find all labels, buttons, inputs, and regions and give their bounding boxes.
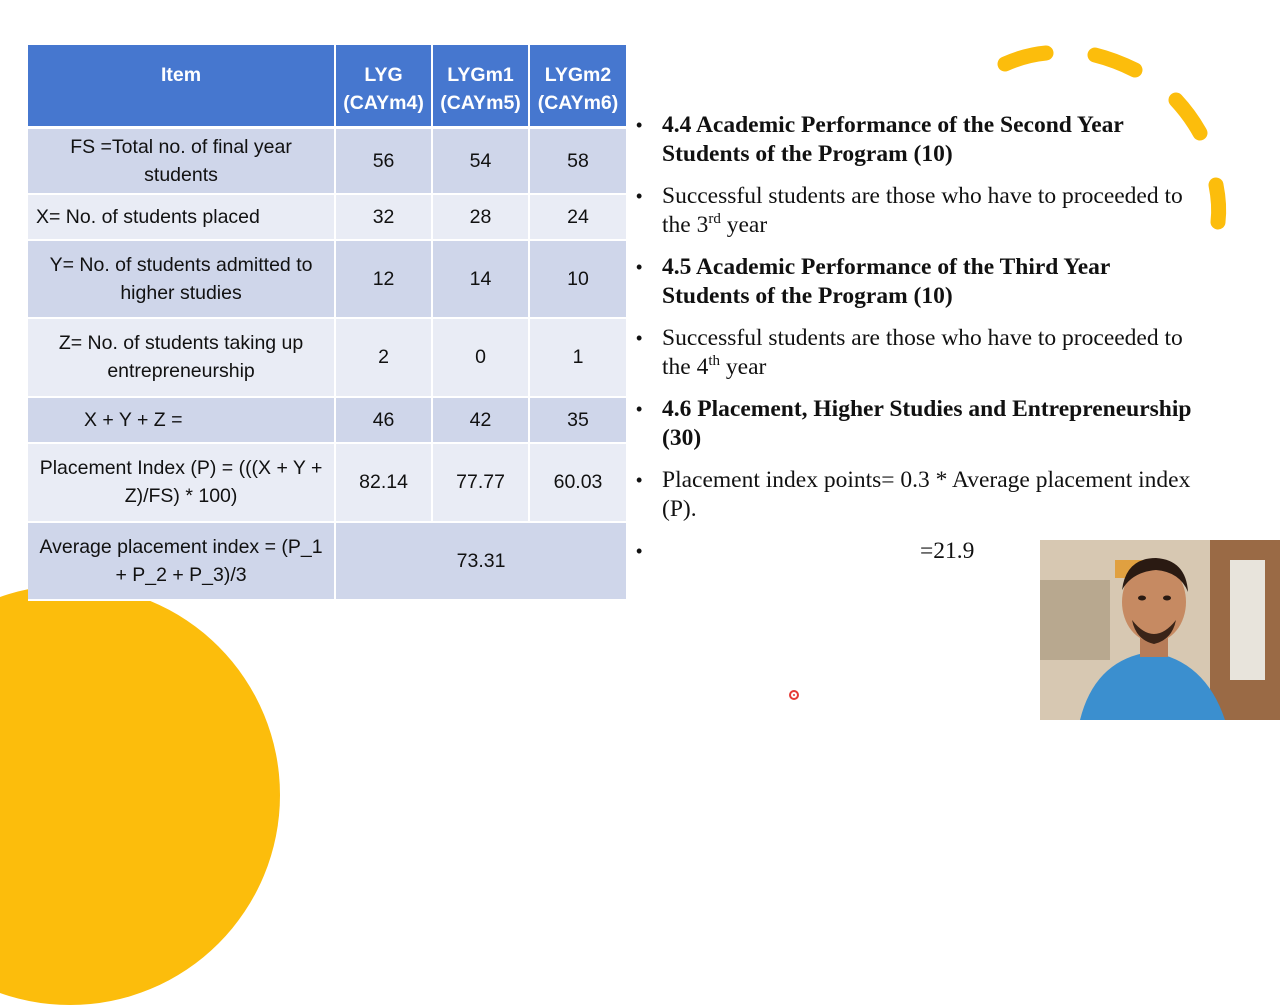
bullet-text: 4.5 Academic Performance of the Third Year Students of the Program (10) — [662, 254, 1110, 309]
cell-value: 24 — [529, 194, 626, 240]
bullet-marker: • — [636, 399, 643, 419]
bullet-text: Successful students are those who have to proceeded to the 3rd year — [662, 183, 1183, 238]
cell-value: 77.77 — [432, 443, 529, 522]
cell-value: 35 — [529, 397, 626, 443]
table-row — [28, 397, 626, 443]
cell-value: 1 — [529, 318, 626, 397]
bullet-marker: • — [636, 115, 643, 135]
table-row — [28, 240, 626, 318]
header-lyg: LYG (CAYm4) — [335, 45, 432, 127]
bullet-item — [636, 182, 1196, 240]
header-item: Item — [28, 45, 335, 127]
table-row — [28, 318, 626, 397]
bullet-item — [636, 253, 1196, 311]
cell-value: 10 — [529, 240, 626, 318]
table-row — [28, 127, 626, 194]
bullet-marker: • — [636, 186, 643, 206]
cell-value: 54 — [432, 127, 529, 194]
cell-value: 46 — [335, 397, 432, 443]
bullet-item — [636, 466, 1196, 524]
header-lygm1: LYGm1 (CAYm5) — [432, 45, 529, 127]
bullet-text: 4.4 Academic Performance of the Second Year Students of the Program (10) — [662, 112, 1124, 167]
cell-value: 56 — [335, 127, 432, 194]
cursor-indicator — [789, 690, 799, 700]
average-label: Average placement index = (P_1 + P_2 + P_3)/3 — [28, 522, 335, 600]
cell-value: 0 — [432, 318, 529, 397]
slide-bullets — [636, 108, 1196, 566]
cell-value: 12 — [335, 240, 432, 318]
cell-value: 2 — [335, 318, 432, 397]
cell-value: 82.14 — [335, 443, 432, 522]
average-value: 73.31 — [335, 522, 626, 600]
table-row — [28, 443, 626, 522]
header-lygm2: LYGm2 (CAYm6) — [529, 45, 626, 127]
row-label: X= No. of students placed — [28, 194, 335, 240]
cell-value: 60.03 — [529, 443, 626, 522]
bullet-item — [636, 111, 1196, 169]
presenter-webcam — [1040, 540, 1280, 720]
bullet-marker: • — [636, 257, 643, 277]
cell-value: 14 — [432, 240, 529, 318]
bullet-text: Successful students are those who have to proceeded to the 4th year — [662, 325, 1183, 380]
row-label: Y= No. of students admitted to higher studies — [28, 240, 335, 318]
bullet-marker: • — [636, 470, 643, 490]
bullet-marker: • — [636, 541, 643, 561]
table-row — [28, 194, 626, 240]
table-row-average — [28, 522, 626, 600]
row-label: Placement Index (P) = (((X + Y + Z)/FS) * 100) — [28, 443, 335, 522]
bullet-item — [636, 324, 1196, 382]
presenter-image — [1040, 540, 1280, 720]
result-value: =21.9 — [920, 538, 975, 564]
cell-value: 28 — [432, 194, 529, 240]
cell-value: 42 — [432, 397, 529, 443]
row-label: Z= No. of students taking up entrepreneurship — [28, 318, 335, 397]
bullet-text: Placement index points= 0.3 * Average placement index (P). — [662, 467, 1191, 522]
row-label: X + Y + Z = — [28, 397, 335, 443]
cell-value: 32 — [335, 194, 432, 240]
bullet-marker: • — [636, 328, 643, 348]
cell-value: 58 — [529, 127, 626, 194]
bullet-text: 4.6 Placement, Higher Studies and Entrepreneurship (30) — [662, 396, 1192, 451]
bullet-item — [636, 395, 1196, 453]
placement-table — [28, 45, 626, 601]
table-header-row — [28, 45, 626, 127]
row-label: FS =Total no. of final year students — [28, 127, 335, 194]
